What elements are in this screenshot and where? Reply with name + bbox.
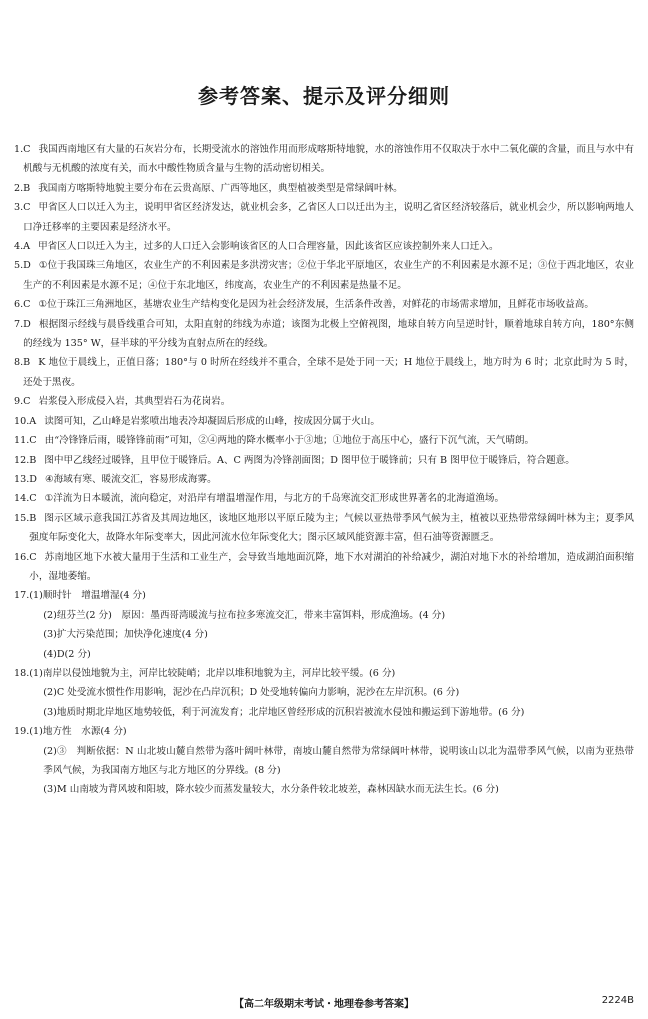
answer-number: 18. bbox=[14, 667, 30, 679]
answer-item bbox=[14, 470, 634, 489]
answer-number: 16. bbox=[14, 551, 30, 563]
answer-body bbox=[23, 237, 634, 256]
answer-number: 5. bbox=[14, 260, 24, 272]
answer-item bbox=[14, 140, 634, 179]
answer-body bbox=[23, 140, 634, 179]
answer-body bbox=[29, 470, 634, 489]
answer-body bbox=[29, 412, 634, 431]
answer-item bbox=[14, 198, 634, 237]
answer-body bbox=[29, 431, 634, 450]
sub-answer: (3)M 山南坡为背风坡和阳坡，降水较少而蒸发量较大，水分条件较北坡差，森林因缺水而无法生长。(6 分) bbox=[43, 784, 499, 796]
answer-number: 9. bbox=[14, 396, 24, 408]
footer-title: 【高二年级期末考试・地理卷参考答案】 bbox=[234, 999, 414, 1010]
page-title: 参考答案、提示及评分细则 bbox=[198, 84, 450, 108]
answer-explanation: 根据图示经线与晨昏线重合可知，太阳直射的纬线为赤道；该图为北极上空俯视图，地球自转方向呈逆时针，顺着地球自转方向，180°东侧的经线为 135° W，昼半球的平分线为直射点所在的经线。 bbox=[23, 318, 634, 350]
sub-answer: (4)D(2 分) bbox=[43, 648, 91, 660]
answer-item bbox=[14, 412, 634, 431]
answer-item bbox=[14, 451, 634, 470]
answer-number: 8. bbox=[14, 357, 24, 369]
answer-item bbox=[14, 392, 634, 411]
answer-choice: C bbox=[29, 493, 37, 505]
answer-number: 19. bbox=[14, 726, 30, 738]
answer-explanation: (1)顺时针 增温增湿(4 分) bbox=[29, 590, 146, 602]
answer-item bbox=[14, 664, 634, 722]
answer-item bbox=[14, 315, 634, 354]
answer-item bbox=[14, 548, 634, 587]
answer-explanation: ④海域有寒、暖流交汇，容易形成海雾。 bbox=[44, 473, 217, 485]
answer-body bbox=[29, 722, 634, 800]
answer-item bbox=[14, 295, 634, 314]
answer-number: 14. bbox=[14, 493, 30, 505]
sub-answer: (2)C 处受流水惯性作用影响，泥沙在凸岸沉积；D 处受地转偏向力影响，泥沙在左岸沉积。(6 分) bbox=[43, 687, 460, 699]
answer-explanation: 图示区域示意我国江苏省及其周边地区，该地区地形以平原丘陵为主；气候以亚热带季风气候为主，植被以亚热带常绿阔叶林为主；夏季风强度年际变化大，故降水年际变率大，因此河流水位年际变化大；图示区域风能资源丰富，但石油等资源匮乏。 bbox=[29, 512, 634, 544]
answer-choice: B bbox=[23, 357, 31, 369]
answer-choice: D bbox=[29, 473, 37, 485]
answer-explanation: 我国西南地区有大量的石灰岩分布，长期受流水的溶蚀作用而形成喀斯特地貌，水的溶蚀作用不仅取决于水中二氧化碳的含量，而且与水中有机酸与无机酸的浓度有关，而水中酸性物质含量与生物的活动密切相关。 bbox=[23, 144, 634, 175]
answer-choice: B bbox=[29, 512, 37, 524]
answer-number: 6. bbox=[14, 299, 24, 311]
answer-body bbox=[23, 179, 634, 198]
answer-number: 10. bbox=[14, 415, 30, 427]
answer-explanation: ①洋流为日本暖流，流向稳定，对沿岸有增温增湿作用，与北方的千岛寒流交汇形成世界著名的北海道渔场。 bbox=[44, 493, 505, 505]
answer-item bbox=[14, 431, 634, 450]
answer-choice: C bbox=[23, 144, 31, 155]
answer-body bbox=[29, 548, 634, 587]
answer-explanation: (1)南岸以侵蚀地貌为主，河岸比较陡峭；北岸以堆积地貌为主，河岸比较平缓。(6 分) bbox=[29, 667, 396, 679]
answer-body bbox=[29, 451, 634, 470]
answer-item bbox=[14, 722, 634, 800]
answer-choice: C bbox=[29, 551, 37, 563]
answer-choice: A bbox=[29, 415, 37, 427]
sub-answer: (2)纽芬兰(2 分) 原因：墨西哥湾暖流与拉布拉多寒流交汇，带来丰富饵料，形成渔场。(4 分) bbox=[43, 609, 446, 621]
answer-explanation: 苏南地区地下水被大量用于生活和工业生产，会导致当地地面沉降，地下水对湖泊的补给减少，湖泊对地下水的补给增加，造成湖泊面积缩小，湿地萎缩。 bbox=[29, 551, 634, 582]
answer-choice: B bbox=[29, 454, 37, 466]
answer-body bbox=[23, 295, 634, 314]
answer-explanation: 甲省区人口以迁入为主，过多的人口迁入会影响该省区的人口合理容量，因此该省区应该控制外来人口迁入。 bbox=[38, 241, 499, 253]
answer-item bbox=[14, 353, 634, 392]
answer-explanation: 由“冷锋锋后雨，暖锋锋前雨”可知，②④两地的降水概率小于③地；①地位于高压中心，盛行下沉气流，天气晴朗。 bbox=[44, 435, 535, 447]
answer-explanation: ①位于珠江三角洲地区，基塘农业生产结构变化是因为社会经济发展，生活条件改善，对鲜花的市场需求增加，且鲜花市场收益高。 bbox=[38, 299, 594, 311]
answer-choice: B bbox=[23, 182, 31, 194]
footer-code: 2224B bbox=[601, 995, 634, 1006]
answer-body bbox=[29, 489, 634, 508]
answer-item bbox=[14, 509, 634, 548]
answer-number: 2. bbox=[14, 182, 24, 194]
answer-item bbox=[14, 179, 634, 198]
page-footer bbox=[0, 995, 648, 1013]
answer-number: 7. bbox=[14, 318, 24, 330]
answer-body bbox=[23, 392, 634, 411]
sub-answer: (3)地质时期北岸地区地势较低，利于河流发育；北岸地区曾经形成的沉积岩被流水侵蚀和搬运到下游地带。(6 分) bbox=[43, 706, 525, 718]
answer-body bbox=[23, 198, 634, 237]
answer-explanation: (1)地方性 水源(4 分) bbox=[29, 726, 127, 738]
answer-number: 3. bbox=[14, 202, 24, 214]
answer-number: 13. bbox=[14, 473, 30, 485]
answer-explanation: K 地位于晨线上，正值日落；180°与 0 时所在经线并不重合，全球不是处于同一天；H 地位于晨线上，地方时为 6 时；北京此时为 5 时，还处于黑夜。 bbox=[23, 357, 634, 388]
answer-item bbox=[14, 256, 634, 295]
answer-item bbox=[14, 489, 634, 508]
answer-explanation: 读图可知，乙山峰是岩浆喷出地表冷却凝固后形成的山峰，按成因分属于火山。 bbox=[44, 415, 380, 427]
answer-number: 4. bbox=[14, 241, 24, 253]
answer-explanation: 甲省区人口以迁入为主，说明甲省区经济发达，就业机会多，乙省区人口以迁出为主，说明乙省区经济较落后，就业机会少，所以影响两地人口净迁移率的主要因素是经济水平。 bbox=[23, 202, 634, 233]
answer-choice: A bbox=[23, 241, 31, 253]
answer-number: 15. bbox=[14, 512, 30, 524]
answer-choice: C bbox=[23, 202, 31, 214]
answer-number: 17. bbox=[14, 590, 30, 602]
answer-body bbox=[23, 256, 634, 295]
sub-answer: (3)扩大污染范围；加快净化速度(4 分) bbox=[43, 629, 208, 641]
answer-choice: C bbox=[23, 299, 31, 311]
answer-number: 1. bbox=[14, 144, 24, 155]
answer-choice: D bbox=[23, 318, 31, 330]
answer-number: 11. bbox=[14, 435, 30, 447]
answer-body bbox=[29, 509, 634, 548]
answer-choice: C bbox=[23, 396, 31, 408]
answer-body bbox=[29, 586, 634, 664]
answer-body bbox=[29, 664, 634, 722]
answer-choice: C bbox=[29, 435, 37, 447]
answer-item bbox=[14, 586, 634, 664]
answer-choice: D bbox=[23, 260, 31, 272]
answer-body bbox=[23, 315, 634, 354]
answer-item bbox=[14, 237, 634, 256]
answer-explanation: 岩浆侵入形成侵入岩，其典型岩石为花岗岩。 bbox=[38, 396, 231, 408]
answer-explanation: 我国南方喀斯特地貌主要分布在云贵高原、广西等地区，典型植被类型是常绿阔叶林。 bbox=[38, 182, 403, 194]
answer-explanation: 图中甲乙线经过暖锋，且甲位于暖锋后。A、C 两图为冷锋剖面图；D 图甲位于暖锋前；只有 B 图甲位于暖锋后，符合题意。 bbox=[44, 454, 575, 466]
answer-list bbox=[14, 140, 634, 800]
answer-number: 12. bbox=[14, 454, 30, 466]
answer-explanation: ①位于我国珠三角地区，农业生产的不利因素是多洪涝灾害；②位于华北平原地区，农业生产的不利因素是水源不足；③位于西北地区，农业生产的不利因素是水源不足；④位于东北地区，纬度高，农业生产的不利因素是热量不足。 bbox=[23, 260, 634, 291]
answer-body bbox=[23, 353, 634, 392]
sub-answer: (2)③ 判断依据：N 山北坡山麓自然带为落叶阔叶林带，南坡山麓自然带为常绿阔叶林带，说明该山以北为温带季风气候，以南为亚热带季风气候，为我国南方地区与北方地区的分界线。(8 分) bbox=[43, 745, 634, 776]
